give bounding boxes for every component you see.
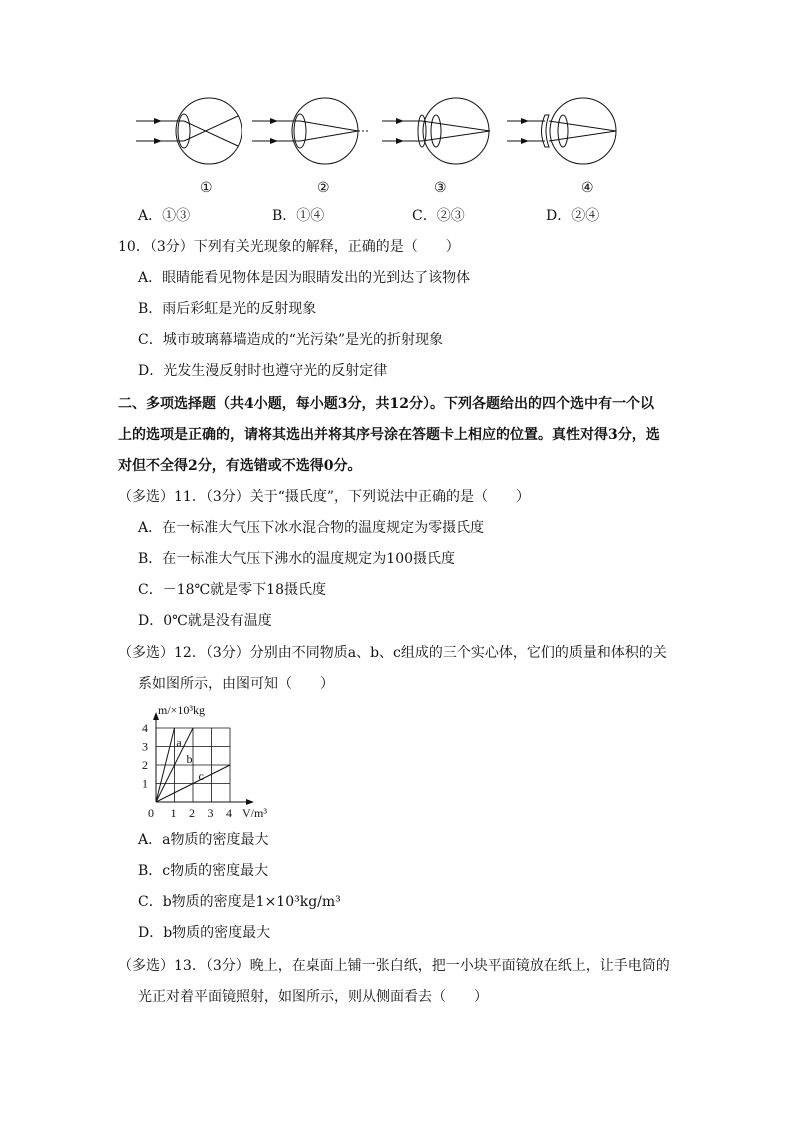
q9-option-d[interactable]: D．②④ xyxy=(546,208,600,224)
eye-diagram-2 xyxy=(250,96,370,166)
x-tick-label: 1 xyxy=(170,806,177,820)
q12-option-a[interactable]: A．a物质的密度最大 xyxy=(138,832,269,848)
x-axis-label: V/m³ xyxy=(242,806,267,820)
eye-label-2: ② xyxy=(317,180,330,196)
q9-option-b[interactable]: B．①④ xyxy=(272,208,325,224)
q11-stem: （多选）11．（3分）关于“摄氏度”，下列说法中正确的是（ ） xyxy=(118,489,531,505)
q11-option-c[interactable]: C．－18℃就是零下18摄氏度 xyxy=(138,582,327,598)
series-label-c: c xyxy=(198,768,204,783)
q9-option-a[interactable]: A．①③ xyxy=(138,208,191,224)
series-label-a: a xyxy=(176,735,182,750)
x-tick-label: 4 xyxy=(226,806,232,820)
x-axis-arrow xyxy=(246,799,254,805)
x-tick-label: 3 xyxy=(207,806,214,820)
q10-option-b[interactable]: B．雨后彩虹是光的反射现象 xyxy=(138,301,317,317)
q10-stem: 10．（3分）下列有关光现象的解释，正确的是（ ） xyxy=(118,239,460,255)
q12-option-c[interactable]: C．b物质的密度是1×10³kg/m³ xyxy=(138,894,341,910)
y-axis-label: m/×10³kg xyxy=(158,703,206,717)
eye-label-4: ④ xyxy=(581,180,594,196)
eye-diagram-1 xyxy=(132,96,242,166)
q9-option-c[interactable]: C．②③ xyxy=(412,208,465,224)
x-tick-label: 0 xyxy=(148,806,154,820)
q10-option-d[interactable]: D．光发生漫反射时也遵守光的反射定律 xyxy=(138,363,388,379)
q11-option-d[interactable]: D．0℃就是没有温度 xyxy=(138,613,272,629)
eye-label-1: ① xyxy=(200,180,213,196)
series-label-b: b xyxy=(186,752,193,767)
q12-option-d[interactable]: D．b物质的密度最大 xyxy=(138,925,271,941)
y-tick-label: 2 xyxy=(142,758,148,772)
section2-line-1: 二、多项选择题（共4小题，每小题3分，共12分）。下列各题给出的四个选中有一个以 xyxy=(118,396,654,412)
q13-stem-line-2: 光正对着平面镜照射，如图所示，则从侧面看去（ ） xyxy=(138,989,488,1005)
q12-stem-line-2: 系如图所示，由图可知（ ） xyxy=(138,676,334,692)
x-tick-label: 2 xyxy=(189,806,195,820)
q13-stem-line-1: （多选）13．（3分）晚上，在桌面上铺一张白纸，把一小块平面镜放在纸上，让手电筒的 xyxy=(118,958,670,974)
y-tick-label: 4 xyxy=(142,721,148,735)
q12-stem-line-1: （多选）12．（3分）分别由不同物质a、b、c组成的三个实心体，它们的质量和体积的关 xyxy=(118,645,667,661)
q10-option-a[interactable]: A．眼睛能看见物体是因为眼睛发出的光到达了该物体 xyxy=(138,270,471,286)
eye-diagram-3 xyxy=(380,96,495,166)
q11-option-b[interactable]: B．在一标准大气压下沸水的温度规定为100摄氏度 xyxy=(138,551,456,567)
q12-option-b[interactable]: B．c物质的密度最大 xyxy=(138,863,269,879)
eye-diagram-4 xyxy=(505,96,620,166)
q11-option-a[interactable]: A．在一标准大气压下冰水混合物的温度规定为零摄氏度 xyxy=(138,520,485,536)
section2-line-2: 上的选项是正确的，请将其选出并将其序号涂在答题卡上相应的位置。真性对得3分，选 xyxy=(118,427,660,443)
mass-volume-chart xyxy=(138,700,288,825)
y-tick-label: 1 xyxy=(142,776,148,791)
section2-line-3: 对但不全得2分，有选错或不选得0分。 xyxy=(118,458,362,474)
eye-label-3: ③ xyxy=(434,180,447,196)
y-tick-label: 3 xyxy=(142,739,148,754)
q10-option-c[interactable]: C．城市玻璃幕墙造成的“光污染”是光的折射现象 xyxy=(138,332,444,348)
